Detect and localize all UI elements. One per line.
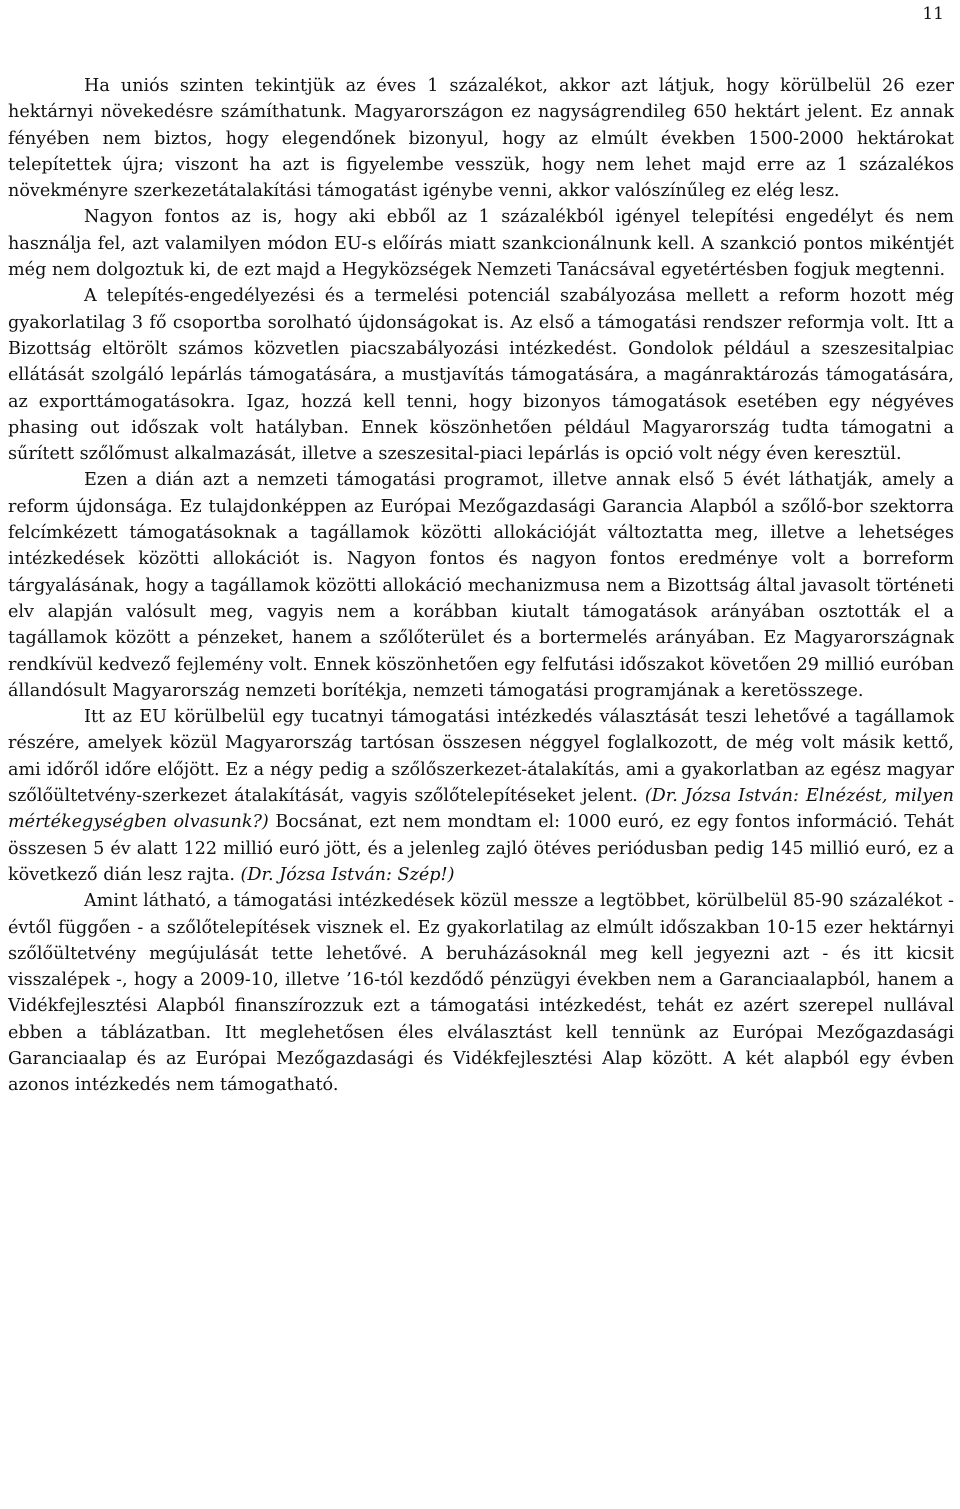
paragraph-text: Ha uniós szinten tekintjük az éves 1 százalékot, akkor azt látjuk, hogy körülbelül 26 ezer hektárnyi növekedésre számíthatunk. Magyarországon ez nagyságrendileg 650 hektárt jelent. Ez annak fényében nem biztos, hogy elegendőnek bizonyul, hogy az elmúlt években 1500-2000 hektárokat telepítettek újra; viszont ha azt is figyelembe vesszük, hogy nem lehet majd erre az 1 százalékos növekményre szerkezetátalakítási támogatást igénybe venni, akkor valószínűleg ez elég lesz. xyxy=(8,76,954,202)
body-text xyxy=(8,73,954,1099)
paragraph-text: Itt az EU körülbelül egy tucatnyi támogatási intézkedés választását teszi lehetővé a tagállamok részére, amelyek közül Magyarország tartósan összesen néggyel foglalkozott, de még volt másik kettő, ami időről időre előjött. Ez a négy pedig a szőlőszerkezet-átalakítás, ami a gyakorlatban az egész magyar szőlőültetvény-szerkezet átalakítását, vagyis szőlőtelepítéseket jelent. xyxy=(8,707,954,807)
paragraph-text: Ezen a dián azt a nemzeti támogatási programot, illetve annak első 5 évét láthatják, amely a reform újdonsága. Ez tulajdonképpen az Európai Mezőgazdasági Garancia Alapból a szőlő-bor szektorra felcímkézett támogatásoknak a tagállamok közötti allokációját változtatta meg, illetve a lehetséges intézkedések közötti allokációt is. Nagyon fontos és nagyon fontos eredménye volt a borreform tárgyalásának, hogy a tagállamok közötti allokáció mechanizmusa nem a Bizottság által javasolt történeti elv alapján valósult meg, vagyis nem a korábban kiutalt támogatások arányában osztották el a tagállamok között a pénzeket, hanem a szőlőterület és a bortermelés arányában. Ez Magyarországnak rendkívül kedvező fejlemény volt. Ennek köszönhetően egy felfutási időszakot követően 29 millió euróban állandósult Magyarország nemzeti borítékja, nemzeti támogatási programjának a keretösszege. xyxy=(8,470,954,701)
paragraph-2 xyxy=(8,204,954,283)
interjection-text: (Dr. Józsa István: Elnézést, milyen mértékegységben olvasunk?) xyxy=(8,786,954,833)
paragraph-text: Amint látható, a támogatási intézkedések közül messze a legtöbbet, körülbelül 85-90 százalékot - évtől függően - a szőlőtelepítések visznek el. Ez gyakorlatilag az elmúlt időszakban 10-15 ezer hektárnyi szőlőültetvény megújulását tette lehetővé. A beruházásoknál meg kell jegyezni azt - és itt kicsit visszalépek -, hogy a 2009-10, illetve ’16-tól kezdődő pénzügyi években nem a Garanciaalapból, hanem a Vidékfejlesztési Alapból finanszírozzuk ezt a támogatási intézkedést, tehát ez azért szerepel nullával ebben a táblázatban. Itt meglehetősen éles elválasztást kell tennünk az Európai Mezőgazdasági Garanciaalap és az Európai Mezőgazdasági és Vidékfejlesztési Alap között. A két alapból egy évben azonos intézkedés nem támogatható. xyxy=(8,891,954,1096)
paragraph-3 xyxy=(8,283,954,467)
paragraph-6 xyxy=(8,888,954,1098)
interjection-text: (Dr. Józsa István: Szép!) xyxy=(240,864,455,885)
paragraph-text: A telepítés-engedélyezési és a termelési potenciál szabályozása mellett a reform hozott még gyakorlatilag 3 fő csoportba sorolható újdonságokat is. Az első a támogatási rendszer reformja volt. Itt a Bizottság eltörölt számos közvetlen piacszabályozási intézkedést. Gondolok például a szeszesitalpiac ellátását szolgáló lepárlás támogatására, a mustjavítás támogatására, a magánraktározás támogatására, az exporttámogatásokra. Igaz, hozzá kell tenni, hogy bizonyos támogatások esetében egy négyéves phasing out időszak volt hatályban. Ennek köszönhetően például Magyarország tudta támogatni a sűrített szőlőmust alkalmazását, illetve a szeszesital-piaci lepárlás is opció volt négy éven keresztül. xyxy=(8,286,954,465)
paragraph-5 xyxy=(8,704,954,888)
document-page xyxy=(8,0,954,1509)
paragraph-text: Nagyon fontos az is, hogy aki ebből az 1 százalékból igényel telepítési engedélyt és nem használja fel, azt valamilyen módon EU-s előírás miatt szankcionálnunk kell. A szankció pontos mikéntjét még nem dolgoztuk ki, de ezt majd a Hegyközségek Nemzeti Tanácsával egyetértésben fogjuk megtenni. xyxy=(8,207,954,281)
paragraph-4 xyxy=(8,467,954,704)
paragraph-1 xyxy=(8,73,954,204)
paragraph-text: Bocsánat, ezt nem mondtam el: 1000 euró, ez egy fontos információ. Tehát összesen 5 év alatt 122 millió euró jött, és a jelenleg zajló ötéves periódusban pedig 145 millió euró, ez a következő dián lesz rajta. xyxy=(8,812,954,885)
page-number: 11 xyxy=(922,4,944,24)
